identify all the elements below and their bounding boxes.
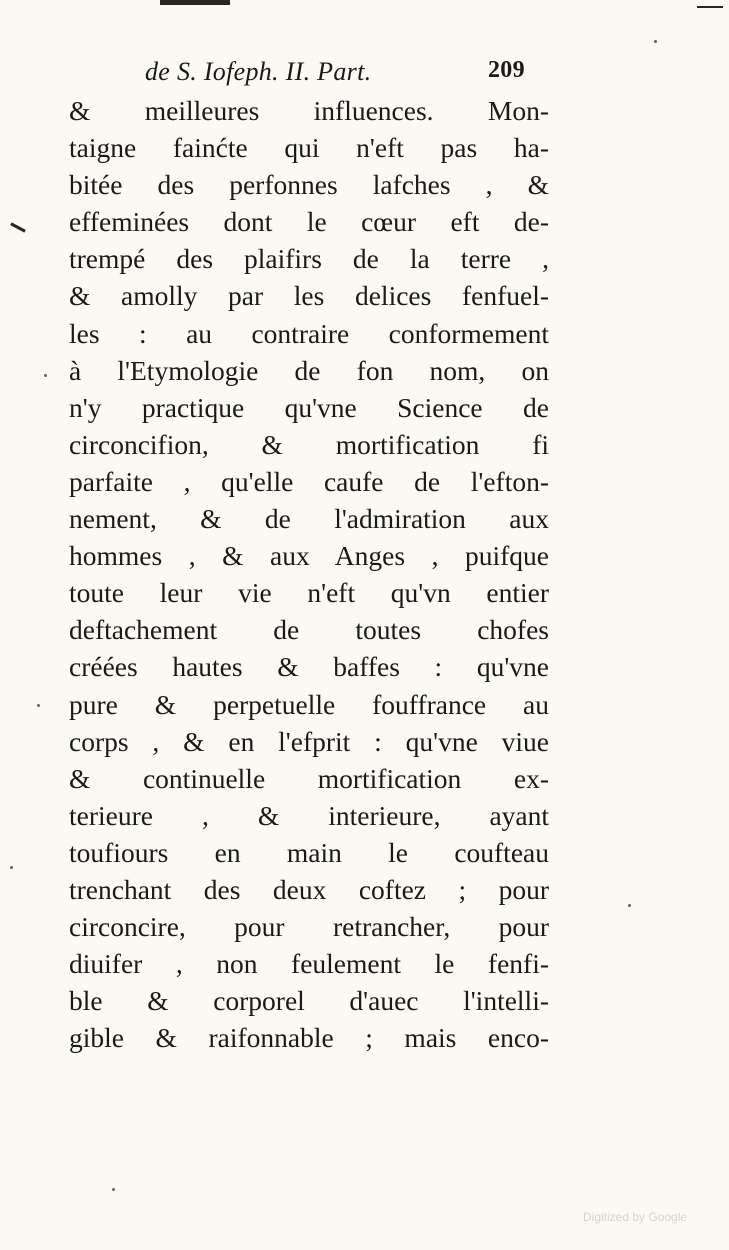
paper-speck: [628, 904, 631, 907]
text-line: taigne fainćte qui n'eft pas ha-: [69, 132, 549, 164]
text-line: effeminées dont le cœur eft de-: [69, 206, 549, 238]
text-line: deftachement de toutes chofes: [69, 614, 549, 646]
paper-speck: [654, 40, 657, 43]
text-line: & continuelle mortification ex-: [69, 762, 549, 794]
text-line: circoncire, pour retrancher, pour: [69, 911, 549, 943]
text-line: terieure , & interieure, ayant: [69, 799, 549, 831]
text-line: diuifer , non feulement le fenfi-: [69, 948, 549, 980]
text-line: circoncifion, & mortification fi: [69, 428, 549, 460]
ink-mark-margin: [10, 222, 26, 232]
paper-speck: [37, 704, 40, 707]
body-text: [69, 92, 549, 1056]
text-line: ble & corporel d'auec l'intelli-: [69, 985, 549, 1017]
text-line: toufiours en main le coufteau: [69, 836, 549, 868]
text-line: bitée des perfonnes lafches , &: [69, 169, 549, 201]
text-line: parfaite , qu'elle caufe de l'efton-: [69, 465, 549, 497]
running-title: de S. Iofeph. II. Part.: [145, 57, 372, 86]
paper-speck: [10, 866, 13, 869]
text-line: à l'Etymologie de fon nom, on: [69, 354, 549, 386]
text-line: & meilleures influences. Mon-: [69, 95, 549, 126]
text-line: toute leur vie n'eft qu'vn entier: [69, 577, 549, 609]
text-line: corps , & en l'efprit : qu'vne viue: [69, 725, 549, 757]
running-header: [145, 55, 545, 95]
text-line: pure & perpetuelle fouffrance au: [69, 688, 549, 720]
page-number: 209: [488, 57, 525, 83]
digitization-watermark: Digitized by Google: [583, 1210, 688, 1224]
ink-mark-top-right: [697, 6, 723, 8]
ink-mark-top: [160, 0, 230, 5]
text-line: les : au contraire conformement: [69, 317, 549, 349]
text-line: n'y practique qu'vne Science de: [69, 391, 549, 423]
text-line: hommes , & aux Anges , puifque: [69, 540, 549, 572]
text-line: créées hautes & baffes : qu'vne: [69, 651, 549, 683]
text-line: trenchant des deux coftez ; pour: [69, 873, 549, 905]
text-line: & amolly par les delices fenfuel-: [69, 280, 549, 312]
paper-speck: [44, 374, 47, 377]
text-line: nement, & de l'admiration aux: [69, 503, 549, 535]
text-line: trempé des plaifirs de la terre ,: [69, 243, 549, 275]
paper-speck: [112, 1188, 115, 1191]
text-line: gible & raifonnable ; mais enco-: [69, 1022, 549, 1054]
